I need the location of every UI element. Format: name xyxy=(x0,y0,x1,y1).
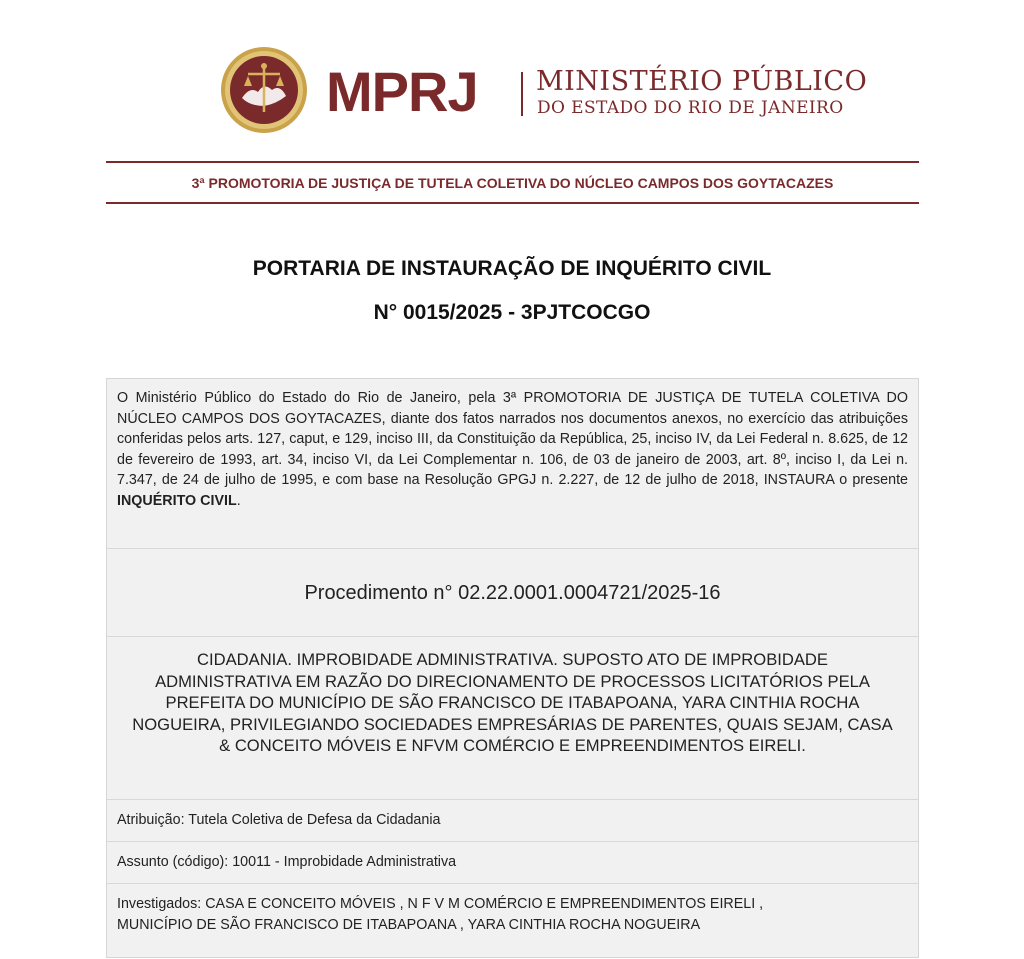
brand-logo-text: MPRJ xyxy=(326,60,478,123)
promotoria-name: 3ª PROMOTORIA DE JUSTIÇA DE TUTELA COLETIVA DO NÚCLEO CAMPOS DOS GOYTACAZES xyxy=(191,175,834,191)
org-name-line1: MINISTÉRIO PÚBLICO xyxy=(536,66,868,97)
intro-bold: INQUÉRITO CIVIL xyxy=(117,492,237,509)
intro-text: O Ministério Público do Estado do Rio de Janeiro, pela 3ª PROMOTORIA DE JUSTIÇA DE TUTELA COLETIVA DO NÚCLEO CAMPOS DOS GOYTACAZES, diante dos fatos narrados nos documentos anexos, no exercício das atribuições conferidas pelos arts. 127, caput, e 129, inciso III, da Constituição da República, 25, inciso IV, da Lei Federal n. 8.625, de 12 de fevereiro de 1993, art. 34, inciso VI, da Lei Complementar n. 106, de 03 de janeiro de 2003, art. 8º, inciso I, da Lei n. 7.347, de 24 de julho de 1995, e com base na Resolução GPGJ n. 2.227, de 12 de julho de 2018, INSTAURA o presente xyxy=(117,390,908,489)
mprj-seal-icon xyxy=(220,46,308,134)
intro-end: . xyxy=(236,492,241,509)
org-name-line2: DO ESTADO DO RIO DE JANEIRO xyxy=(537,98,844,118)
investigados-line1: Investigados: CASA E CONCEITO MÓVEIS , N F V M COMÉRCIO E EMPREENDIMENTOS EIRELI , xyxy=(117,896,764,912)
intro-paragraph xyxy=(107,379,918,549)
investigados-row xyxy=(107,884,918,959)
header-bottom-rule xyxy=(106,202,919,204)
header-top-rule xyxy=(106,161,919,163)
document-number: N° 0015/2025 - 3PJTCOCGO xyxy=(373,301,651,324)
procedimento-number: Procedimento n° 02.22.0001.0004721/2025-16 xyxy=(107,549,918,637)
document-title: PORTARIA DE INSTAURAÇÃO DE INQUÉRITO CIVIL xyxy=(252,257,772,280)
ementa-text: CIDADANIA. IMPROBIDADE ADMINISTRATIVA. SUPOSTO ATO DE IMPROBIDADE ADMINISTRATIVA EM RAZÃO DO DIRECIONAMENTO DE PROCESSOS LICITATÓRIOS PELA PREFEITA DO MUNICÍPIO DE SÃO FRANCISCO DE ITABAPOANA, YARA CINTHIA ROCHA NOGUEIRA, PRIVILEGIANDO SOCIEDADES EMPRESÁRIAS DE PARENTES, QUAIS SEJAM, CASA & CONCEITO MÓVEIS E NFVM COMÉRCIO E EMPREENDIMENTOS EIRELI. xyxy=(107,637,918,800)
investigados-line2: MUNICÍPIO DE SÃO FRANCISCO DE ITABAPOANA , YARA CINTHIA ROCHA NOGUEIRA xyxy=(117,917,701,933)
document-body-table xyxy=(106,378,919,958)
atribuicao-row: Atribuição: Tutela Coletiva de Defesa da Cidadania xyxy=(107,800,918,842)
assunto-row: Assunto (código): 10011 - Improbidade Administrativa xyxy=(107,842,918,884)
letterhead xyxy=(0,46,1024,138)
brand-divider xyxy=(521,72,523,116)
